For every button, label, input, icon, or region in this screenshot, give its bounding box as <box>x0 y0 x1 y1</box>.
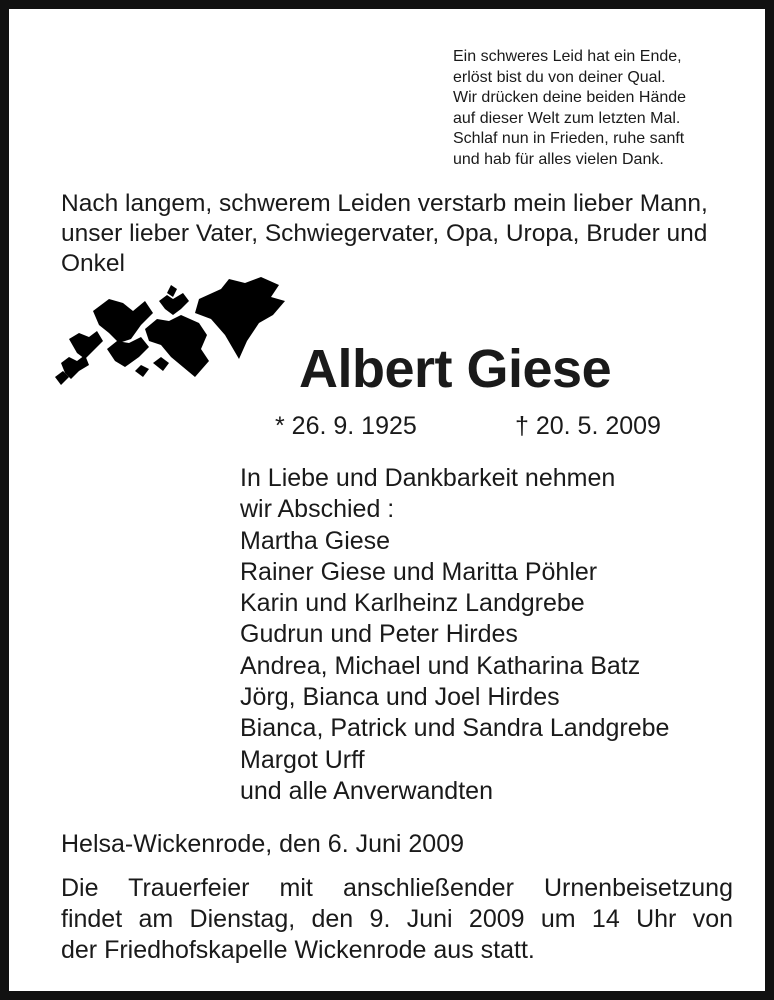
mourner-line: Jörg, Bianca und Joel Hirdes <box>240 683 560 712</box>
mourner-line: Martha Giese <box>240 526 391 555</box>
intro-line: Onkel <box>61 250 126 277</box>
flying-birds-icon <box>49 271 299 396</box>
poem-line: Ein schweres Leid hat ein Ende, <box>453 48 682 65</box>
poem-line: Wir drücken deine beiden Hände <box>453 89 687 106</box>
poem <box>453 47 753 170</box>
mourner-line: Margot Urff <box>240 745 365 774</box>
service-line: Die Trauerfeier mit anschließender Urnenbeisetzung <box>61 874 733 902</box>
mourner-line: wir Abschied : <box>240 495 395 524</box>
deceased-name: Albert Giese <box>299 339 612 399</box>
mourner-line: Karin und Karlheinz Landgrebe <box>240 589 585 618</box>
place-date: Helsa-Wickenrode, den 6. Juni 2009 <box>61 830 465 858</box>
mourner-line: Andrea, Michael und Katharina Batz <box>240 651 641 680</box>
poem-line: erlöst bist du von deiner Qual. <box>453 68 666 86</box>
death-date: † 20. 5. 2009 <box>515 412 661 440</box>
mourner-line: Gudrun und Peter Hirdes <box>240 620 518 649</box>
poem-line: Schlaf nun in Frieden, ruhe sanft <box>453 130 685 147</box>
poem-line: und hab für alles vielen Dank. <box>453 150 664 168</box>
intro-line: unser lieber Vater, Schwiegervater, Opa, Uropa, Bruder und <box>61 220 708 247</box>
birth-date: * 26. 9. 1925 <box>275 412 417 440</box>
service-line: findet am Dienstag, den 9. Juni 2009 um 14 Uhr von <box>61 905 733 933</box>
poem-line: auf dieser Welt zum letzten Mal. <box>453 109 681 127</box>
mourner-line: Rainer Giese und Maritta Pöhler <box>240 557 598 586</box>
mourner-line: und alle Anverwandten <box>240 776 493 805</box>
intro-text <box>61 189 751 279</box>
mourner-line: Bianca, Patrick und Sandra Landgrebe <box>240 714 670 743</box>
mourner-line: In Liebe und Dankbarkeit nehmen <box>240 464 616 492</box>
service-line: der Friedhofskapelle Wickenrode aus statt. <box>61 936 535 964</box>
intro-line: Nach langem, schwerem Leiden verstarb mein lieber Mann, <box>61 190 708 217</box>
mourners-list <box>240 463 760 807</box>
service-text <box>61 873 733 966</box>
